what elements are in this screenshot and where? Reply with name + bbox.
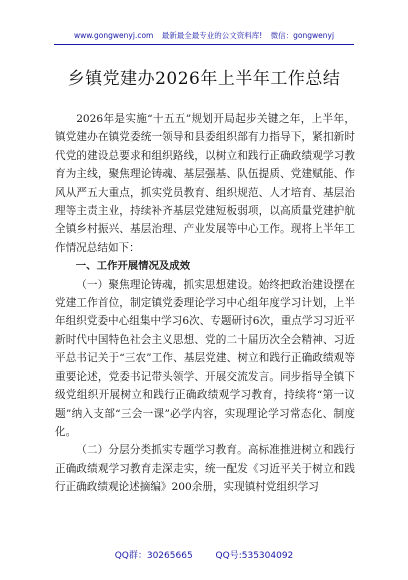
document-title: 乡镇党建办2026年上半年工作总结: [67, 69, 341, 89]
section-heading: 一、工作开展情况及成效: [75, 260, 191, 273]
intro-paragraph: 2026年是实施“十五五”规划开局起步关键之年，上半年，镇党建办在镇党委统一领导和县委组织部有力指导下，紧扣新时代党的建设总要求和组织路线，以树立和践行正确政绩观学习教育为主线，聚焦理论铸魂、基层强基、队伍提质、党建赋能、作风从严五大重点，抓实党员教育、组织规范、人才培育、基层治理等主责主业，持续补齐基层党建短板弱项，以高质量党建护航全镇乡村振兴、基层治理、产业发展等中心工作。现将上半年工作情况总结如下：: [55, 113, 355, 254]
document-body: [55, 110, 355, 497]
qq-number: QQ号:535304092: [215, 551, 294, 561]
header-banner: [0, 30, 408, 41]
site-url[interactable]: www.gongwenyj.com: [73, 31, 154, 40]
body-paragraph-2: （二）分层分类抓实专题学习教育。高标准推进树立和践行正确政绩观学习教育走深走实，统一配发《习近平关于树立和践行正确政绩观论述摘编》200余册，实现镇村党组织学习: [55, 444, 355, 494]
body-paragraph-1: （一）聚焦理论铸魂，抓实思想建设。始终把政治建设摆在党建工作首位，制定镇党委理论学习中心组年度学习计划，上半年组织党委中心组集中学习6次、专题研讨6次，重点学习习近平新时代中国特色社会主义思想、党的二十届历次全会精神、习近平总书记关于“三农”工作、基层党建、树立和践行正确政绩观等重要论述，党委书记带头领学、开展交流发言。同步指导全镇下级党组织开展树立和践行正确政绩观学习教育，持续将“第一议题”纳入支部“三会一课”必学内容，实现理论学习常态化、制度化。: [55, 278, 355, 438]
footer-contact: [0, 548, 408, 561]
wechat-id: 微信：gongwenyj: [270, 31, 335, 40]
qq-group: QQ群：30265665: [114, 551, 193, 561]
site-slogan: 最新最全最专业的公文资料库!: [161, 31, 263, 40]
header-divider: [54, 44, 354, 45]
